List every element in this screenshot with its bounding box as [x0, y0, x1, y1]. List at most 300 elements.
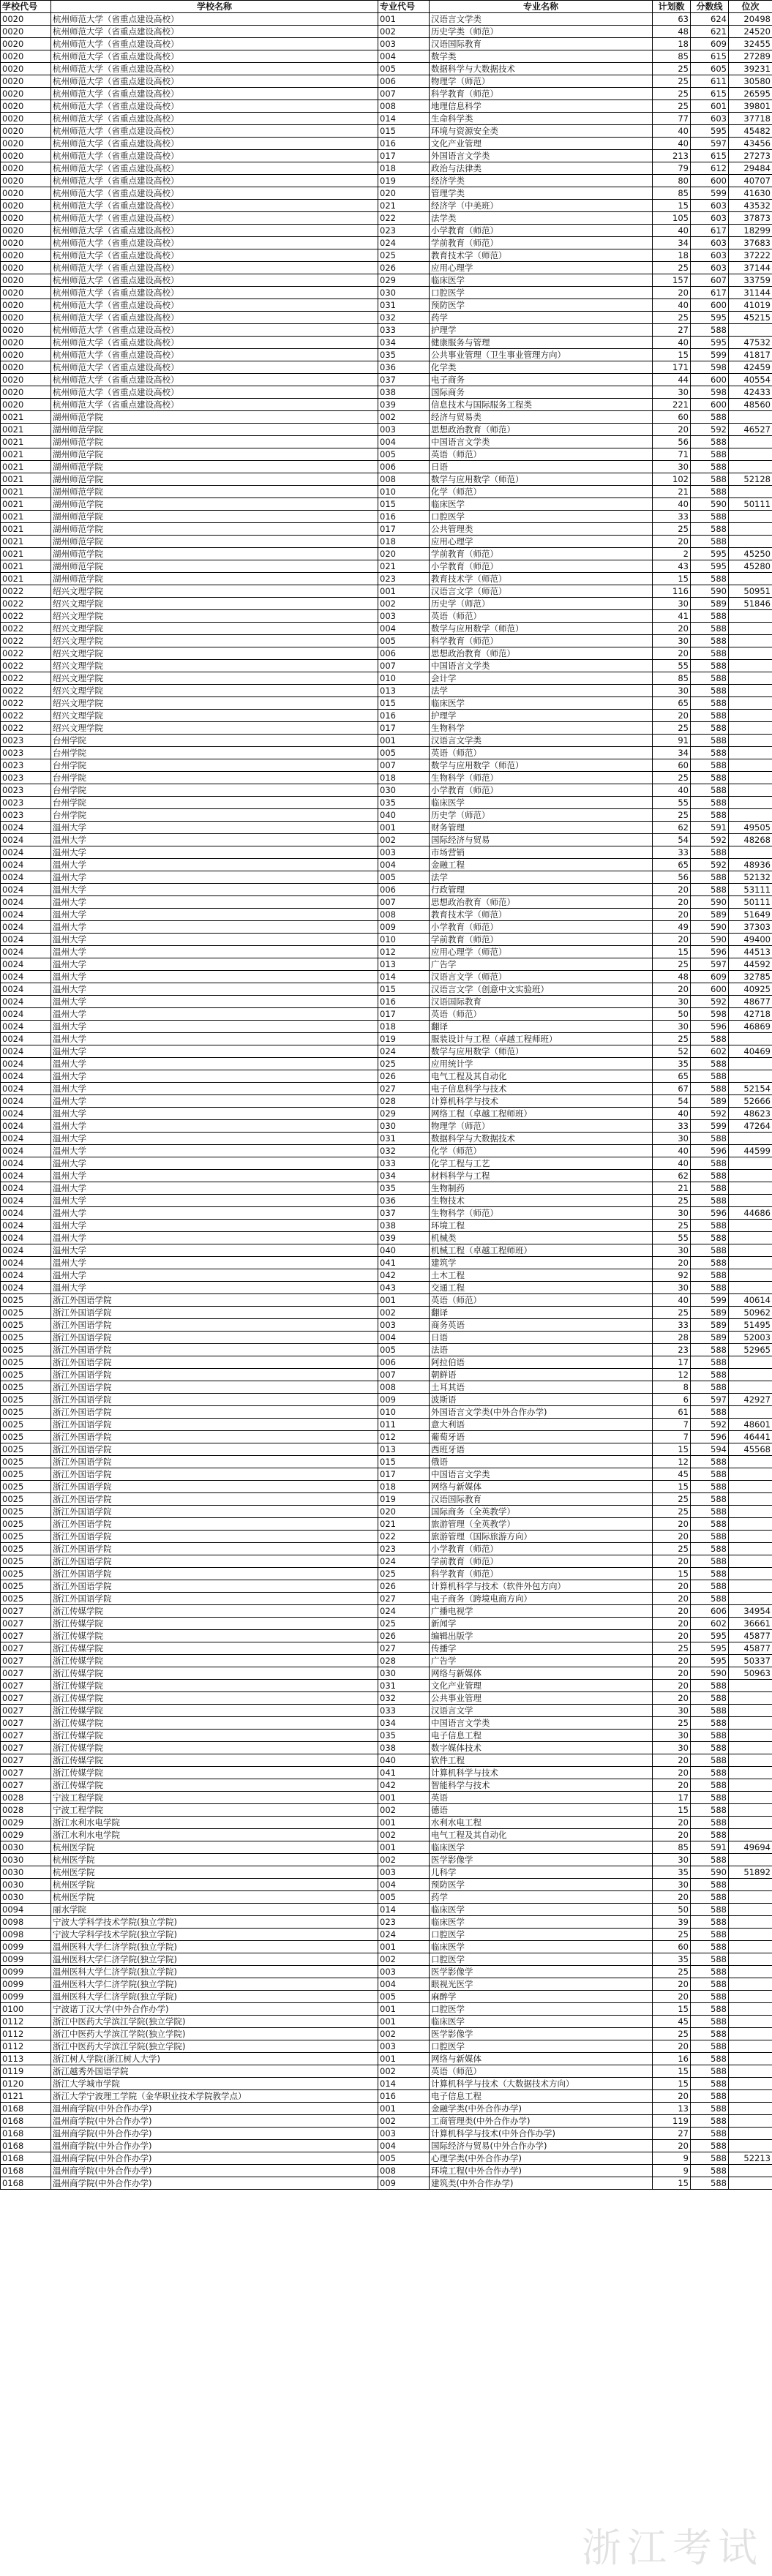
cell-major-name: 网络与新媒体 — [430, 2053, 653, 2065]
cell-major-name: 地理信息科学 — [430, 100, 653, 113]
cell-score-line: 598 — [691, 361, 729, 374]
table-row — [1, 1879, 772, 1891]
cell-major-code: 006 — [378, 75, 430, 88]
cell-rank — [729, 1033, 772, 1045]
cell-score-line: 598 — [691, 1008, 729, 1021]
table-row — [1, 138, 772, 150]
table-row — [1, 1443, 772, 1456]
cell-major-name: 新闻学 — [430, 1618, 653, 1630]
cell-plan-count: 30 — [653, 996, 691, 1008]
cell-school-code: 0024 — [1, 1070, 51, 1083]
cell-score-line: 588 — [691, 1916, 729, 1929]
cell-score-line: 588 — [691, 1133, 729, 1145]
cell-school-name: 温州大学 — [51, 1220, 378, 1232]
cell-score-line: 591 — [691, 1841, 729, 1854]
cell-school-name: 湖州师范学院 — [51, 473, 378, 486]
cell-school-name: 杭州师范大学（省重点建设高校） — [51, 212, 378, 225]
table-row — [1, 1680, 772, 1692]
cell-major-code: 009 — [378, 921, 430, 934]
cell-school-code: 0027 — [1, 1630, 51, 1642]
cell-rank: 50963 — [729, 1667, 772, 1680]
cell-major-name: 心理学类(中外合作办学) — [430, 2152, 653, 2165]
table-row — [1, 1431, 772, 1443]
cell-major-code: 016 — [378, 2090, 430, 2103]
cell-score-line: 588 — [691, 2065, 729, 2078]
table-row — [1, 1531, 772, 1543]
cell-school-name: 浙江水利水电学院 — [51, 1829, 378, 1841]
cell-plan-count: 33 — [653, 1319, 691, 1332]
cell-school-code: 0168 — [1, 2103, 51, 2115]
cell-school-code: 0020 — [1, 187, 51, 200]
cell-score-line: 599 — [691, 187, 729, 200]
cell-rank — [729, 1916, 772, 1929]
cell-plan-count: 30 — [653, 386, 691, 399]
cell-plan-count: 25 — [653, 1195, 691, 1207]
cell-school-code: 0168 — [1, 2140, 51, 2152]
cell-plan-count: 61 — [653, 1406, 691, 1419]
cell-rank — [729, 1953, 772, 1966]
cell-rank — [729, 1182, 772, 1195]
cell-school-code: 0030 — [1, 1879, 51, 1891]
cell-plan-count: 15 — [653, 573, 691, 585]
table-row — [1, 1095, 772, 1108]
cell-school-code: 0022 — [1, 635, 51, 647]
cell-major-code: 022 — [378, 212, 430, 225]
cell-school-name: 台州学院 — [51, 747, 378, 759]
cell-school-name: 温州大学 — [51, 1244, 378, 1257]
cell-rank: 37718 — [729, 113, 772, 125]
cell-major-code: 020 — [378, 1506, 430, 1518]
cell-plan-count: 85 — [653, 1841, 691, 1854]
cell-major-code: 013 — [378, 958, 430, 971]
cell-plan-count: 54 — [653, 834, 691, 846]
cell-school-name: 杭州师范大学（省重点建设高校） — [51, 125, 378, 138]
cell-school-name: 宁波工程学院 — [51, 1792, 378, 1804]
cell-major-name: 网络与新媒体 — [430, 1667, 653, 1680]
cell-rank: 20498 — [729, 13, 772, 26]
cell-major-code: 038 — [378, 1220, 430, 1232]
table-row — [1, 1742, 772, 1754]
cell-rank: 49505 — [729, 822, 772, 834]
cell-major-name: 数学与应用数学（师范） — [430, 473, 653, 486]
cell-major-name: 小学教育（师范） — [430, 225, 653, 237]
table-row — [1, 1916, 772, 1929]
cell-rank: 52128 — [729, 473, 772, 486]
cell-major-code: 033 — [378, 1705, 430, 1717]
cell-score-line: 588 — [691, 1966, 729, 1978]
cell-plan-count: 21 — [653, 486, 691, 498]
cell-plan-count: 40 — [653, 1145, 691, 1157]
cell-plan-count: 20 — [653, 2040, 691, 2053]
cell-rank: 46527 — [729, 424, 772, 436]
cell-school-name: 浙江外国语学院 — [51, 1369, 378, 1381]
cell-school-code: 0020 — [1, 50, 51, 63]
cell-plan-count: 30 — [653, 461, 691, 473]
cell-major-code: 018 — [378, 162, 430, 175]
cell-school-code: 0020 — [1, 262, 51, 274]
cell-score-line: 602 — [691, 1045, 729, 1058]
cell-school-code: 0098 — [1, 1929, 51, 1941]
cell-rank: 43532 — [729, 200, 772, 212]
cell-major-name: 英语（师范） — [430, 1008, 653, 1021]
cell-school-name: 杭州师范大学（省重点建设高校） — [51, 63, 378, 75]
cell-score-line: 588 — [691, 747, 729, 759]
cell-school-name: 浙江外国语学院 — [51, 1419, 378, 1431]
cell-major-code: 004 — [378, 1332, 430, 1344]
table-row — [1, 175, 772, 187]
table-row — [1, 1717, 772, 1730]
cell-school-name: 杭州师范大学（省重点建设高校） — [51, 299, 378, 312]
table-row — [1, 1369, 772, 1381]
cell-major-name: 小学教育（师范） — [430, 560, 653, 573]
cell-plan-count: 20 — [653, 1767, 691, 1779]
cell-school-name: 温州大学 — [51, 996, 378, 1008]
cell-score-line: 588 — [691, 1904, 729, 1916]
cell-school-name: 温州大学 — [51, 1083, 378, 1095]
table-row — [1, 1244, 772, 1257]
cell-score-line: 588 — [691, 1779, 729, 1792]
cell-school-code: 0024 — [1, 1133, 51, 1145]
cell-plan-count: 91 — [653, 735, 691, 747]
cell-plan-count: 71 — [653, 448, 691, 461]
cell-school-name: 杭州师范大学（省重点建设高校） — [51, 399, 378, 411]
cell-major-name: 计算机科学与技术 — [430, 1767, 653, 1779]
cell-major-code: 002 — [378, 2028, 430, 2040]
cell-score-line: 595 — [691, 560, 729, 573]
cell-major-code: 005 — [378, 871, 430, 884]
cell-score-line: 588 — [691, 1058, 729, 1070]
cell-score-line: 588 — [691, 2177, 729, 2190]
cell-major-name: 市场营销 — [430, 846, 653, 859]
cell-major-name: 药学 — [430, 1891, 653, 1904]
cell-school-code: 0029 — [1, 1817, 51, 1829]
cell-school-name: 浙江外国语学院 — [51, 1294, 378, 1307]
cell-major-name: 计算机科学与技术 — [430, 1095, 653, 1108]
cell-school-name: 杭州师范大学（省重点建设高校） — [51, 113, 378, 125]
cell-rank — [729, 797, 772, 809]
cell-major-code: 040 — [378, 809, 430, 822]
cell-school-code: 0020 — [1, 225, 51, 237]
cell-plan-count: 15 — [653, 2078, 691, 2090]
cell-school-name: 湖州师范学院 — [51, 536, 378, 548]
cell-rank — [729, 1531, 772, 1543]
cell-major-name: 汉语言文学（创意中文实验班） — [430, 983, 653, 996]
cell-school-name: 浙江传媒学院 — [51, 1655, 378, 1667]
cell-school-name: 浙江外国语学院 — [51, 1356, 378, 1369]
cell-school-code: 0024 — [1, 1083, 51, 1095]
cell-rank: 48268 — [729, 834, 772, 846]
cell-plan-count: 27 — [653, 324, 691, 337]
cell-plan-count: 60 — [653, 1941, 691, 1953]
cell-rank: 31144 — [729, 287, 772, 299]
cell-major-code: 017 — [378, 1468, 430, 1481]
cell-major-name: 物理学（师范） — [430, 75, 653, 88]
cell-major-code: 035 — [378, 1182, 430, 1195]
cell-school-name: 温州大学 — [51, 822, 378, 834]
cell-school-name: 绍兴文理学院 — [51, 697, 378, 710]
cell-score-line: 588 — [691, 1257, 729, 1269]
cell-major-name: 临床医学 — [430, 797, 653, 809]
table-row — [1, 1506, 772, 1518]
cell-major-code: 003 — [378, 424, 430, 436]
cell-major-code: 003 — [378, 1966, 430, 1978]
cell-school-name: 温州医科大学仁济学院(独立学院) — [51, 1966, 378, 1978]
table-row — [1, 274, 772, 287]
cell-major-code: 042 — [378, 1269, 430, 1282]
cell-school-name: 浙江传媒学院 — [51, 1705, 378, 1717]
cell-rank: 41019 — [729, 299, 772, 312]
cell-score-line: 590 — [691, 1866, 729, 1879]
cell-score-line: 589 — [691, 909, 729, 921]
cell-major-code: 011 — [378, 1419, 430, 1431]
cell-school-code: 0025 — [1, 1431, 51, 1443]
cell-school-name: 杭州师范大学（省重点建设高校） — [51, 225, 378, 237]
cell-rank — [729, 2016, 772, 2028]
cell-score-line: 588 — [691, 1879, 729, 1891]
cell-school-code: 0024 — [1, 996, 51, 1008]
table-row — [1, 585, 772, 598]
cell-plan-count: 55 — [653, 1232, 691, 1244]
header-school-code: 学校代号 — [1, 1, 51, 13]
cell-major-code: 017 — [378, 722, 430, 735]
cell-school-code: 0020 — [1, 274, 51, 287]
cell-rank: 45482 — [729, 125, 772, 138]
cell-major-code: 003 — [378, 38, 430, 50]
cell-rank: 42718 — [729, 1008, 772, 1021]
table-row — [1, 150, 772, 162]
cell-score-line: 588 — [691, 2115, 729, 2128]
cell-score-line: 624 — [691, 13, 729, 26]
cell-rank: 40469 — [729, 1045, 772, 1058]
cell-school-name: 浙江外国语学院 — [51, 1406, 378, 1419]
cell-school-code: 0024 — [1, 983, 51, 996]
cell-plan-count: 52 — [653, 1045, 691, 1058]
cell-plan-count: 25 — [653, 75, 691, 88]
cell-school-code: 0020 — [1, 299, 51, 312]
cell-plan-count: 49 — [653, 921, 691, 934]
cell-score-line: 588 — [691, 2090, 729, 2103]
cell-major-code: 036 — [378, 361, 430, 374]
cell-school-code: 0025 — [1, 1468, 51, 1481]
cell-rank: 48677 — [729, 996, 772, 1008]
cell-plan-count: 25 — [653, 1966, 691, 1978]
cell-rank — [729, 573, 772, 585]
cell-major-name: 生物科学（师范） — [430, 1207, 653, 1220]
cell-plan-count: 15 — [653, 946, 691, 958]
cell-major-code: 003 — [378, 1319, 430, 1332]
cell-school-name: 温州医科大学仁济学院(独立学院) — [51, 1978, 378, 1991]
cell-plan-count: 48 — [653, 971, 691, 983]
cell-rank — [729, 722, 772, 735]
cell-major-code: 014 — [378, 2078, 430, 2090]
cell-plan-count: 25 — [653, 1493, 691, 1506]
cell-school-name: 湖州师范学院 — [51, 411, 378, 424]
cell-major-name: 环境与资源安全类 — [430, 125, 653, 138]
cell-school-name: 浙江外国语学院 — [51, 1518, 378, 1531]
cell-plan-count: 20 — [653, 1891, 691, 1904]
cell-rank: 37303 — [729, 921, 772, 934]
cell-rank: 37683 — [729, 237, 772, 249]
cell-major-code: 029 — [378, 1108, 430, 1120]
cell-major-code: 024 — [378, 1555, 430, 1568]
cell-school-code: 0027 — [1, 1779, 51, 1792]
cell-school-name: 宁波工程学院 — [51, 1804, 378, 1817]
cell-plan-count: 35 — [653, 1058, 691, 1070]
table-row — [1, 1605, 772, 1618]
cell-school-code: 0025 — [1, 1518, 51, 1531]
cell-major-code: 034 — [378, 1717, 430, 1730]
cell-major-code: 005 — [378, 448, 430, 461]
cell-major-name: 公共管理类 — [430, 523, 653, 536]
cell-rank — [729, 1133, 772, 1145]
cell-school-name: 浙江越秀外国语学院 — [51, 2065, 378, 2078]
table-row — [1, 436, 772, 448]
cell-school-name: 浙江外国语学院 — [51, 1481, 378, 1493]
cell-school-code: 0024 — [1, 909, 51, 921]
cell-school-code: 0024 — [1, 1232, 51, 1244]
cell-major-name: 机械类 — [430, 1232, 653, 1244]
cell-score-line: 600 — [691, 983, 729, 996]
cell-major-code: 002 — [378, 26, 430, 38]
table-row — [1, 1518, 772, 1531]
cell-school-name: 杭州师范大学（省重点建设高校） — [51, 187, 378, 200]
cell-plan-count: 20 — [653, 1991, 691, 2003]
cell-major-code: 001 — [378, 1817, 430, 1829]
cell-school-name: 温州大学 — [51, 958, 378, 971]
cell-school-code: 0030 — [1, 1891, 51, 1904]
cell-major-name: 公共事业管理 — [430, 1692, 653, 1705]
cell-plan-count: 40 — [653, 1108, 691, 1120]
cell-major-name: 经济学类 — [430, 175, 653, 187]
cell-rank — [729, 1754, 772, 1767]
table-row — [1, 1493, 772, 1506]
table-row — [1, 1667, 772, 1680]
cell-rank — [729, 2003, 772, 2016]
cell-score-line: 588 — [691, 1506, 729, 1518]
cell-plan-count: 25 — [653, 1506, 691, 1518]
cell-school-name: 温州商学院(中外合作办学) — [51, 2152, 378, 2165]
cell-major-code: 020 — [378, 548, 430, 560]
cell-score-line: 621 — [691, 26, 729, 38]
cell-school-code: 0025 — [1, 1307, 51, 1319]
cell-major-name: 电子信息科学与技术 — [430, 1083, 653, 1095]
cell-plan-count: 20 — [653, 1978, 691, 1991]
cell-major-name: 教育技术学（师范） — [430, 909, 653, 921]
cell-school-name: 台州学院 — [51, 735, 378, 747]
cell-major-code: 003 — [378, 610, 430, 623]
cell-school-name: 温州大学 — [51, 1108, 378, 1120]
cell-school-code: 0022 — [1, 585, 51, 598]
cell-plan-count: 20 — [653, 1817, 691, 1829]
cell-score-line: 588 — [691, 573, 729, 585]
cell-major-name: 经济学（中美班） — [430, 200, 653, 212]
cell-score-line: 588 — [691, 523, 729, 536]
cell-school-name: 杭州师范大学（省重点建设高校） — [51, 38, 378, 50]
cell-school-code: 0025 — [1, 1531, 51, 1543]
cell-school-code: 0024 — [1, 1120, 51, 1133]
cell-score-line: 596 — [691, 1145, 729, 1157]
cell-major-name: 科学教育（师范） — [430, 1568, 653, 1580]
cell-school-name: 杭州师范大学（省重点建设高校） — [51, 349, 378, 361]
cell-plan-count: 20 — [653, 1667, 691, 1680]
table-row — [1, 560, 772, 573]
cell-score-line: 603 — [691, 249, 729, 262]
cell-plan-count: 25 — [653, 1929, 691, 1941]
cell-major-name: 金融学类(中外合作办学) — [430, 2103, 653, 2115]
cell-major-name: 外国语言文学类 — [430, 150, 653, 162]
cell-major-code: 027 — [378, 1083, 430, 1095]
table-row — [1, 1033, 772, 1045]
cell-school-code: 0020 — [1, 63, 51, 75]
cell-score-line: 588 — [691, 1195, 729, 1207]
cell-school-name: 杭州师范大学（省重点建设高校） — [51, 13, 378, 26]
cell-rank — [729, 1456, 772, 1468]
cell-school-name: 杭州师范大学（省重点建设高校） — [51, 50, 378, 63]
cell-score-line: 591 — [691, 822, 729, 834]
cell-school-name: 温州大学 — [51, 1033, 378, 1045]
cell-score-line: 588 — [691, 2103, 729, 2115]
cell-rank — [729, 735, 772, 747]
cell-school-code: 0025 — [1, 1555, 51, 1568]
table-row — [1, 1282, 772, 1294]
cell-major-name: 俄语 — [430, 1456, 653, 1468]
cell-plan-count: 62 — [653, 822, 691, 834]
cell-plan-count: 25 — [653, 63, 691, 75]
table-row — [1, 399, 772, 411]
cell-major-code: 023 — [378, 1916, 430, 1929]
cell-school-name: 浙江中医药大学滨江学院(独立学院) — [51, 2040, 378, 2053]
cell-major-name: 网络工程（卓越工程师班） — [430, 1108, 653, 1120]
table-row — [1, 1966, 772, 1978]
cell-rank: 46441 — [729, 1431, 772, 1443]
cell-major-code: 040 — [378, 1754, 430, 1767]
cell-major-code: 004 — [378, 623, 430, 635]
cell-plan-count: 25 — [653, 1543, 691, 1555]
cell-school-code: 0024 — [1, 1257, 51, 1269]
cell-rank — [729, 772, 772, 784]
cell-plan-count: 40 — [653, 784, 691, 797]
cell-school-code: 0020 — [1, 287, 51, 299]
cell-major-code: 019 — [378, 1493, 430, 1506]
cell-rank — [729, 784, 772, 797]
cell-rank: 27289 — [729, 50, 772, 63]
cell-rank — [729, 448, 772, 461]
cell-rank: 42459 — [729, 361, 772, 374]
cell-school-code: 0024 — [1, 1033, 51, 1045]
cell-school-code: 0027 — [1, 1754, 51, 1767]
cell-rank — [729, 1543, 772, 1555]
cell-school-code: 0099 — [1, 1953, 51, 1966]
table-row — [1, 946, 772, 958]
cell-major-name: 传播学 — [430, 1642, 653, 1655]
cell-major-code: 018 — [378, 1481, 430, 1493]
cell-major-name: 英语（师范） — [430, 1294, 653, 1307]
cell-major-code: 027 — [378, 1593, 430, 1605]
cell-school-name: 浙江外国语学院 — [51, 1468, 378, 1481]
cell-major-code: 008 — [378, 1381, 430, 1394]
cell-score-line: 600 — [691, 299, 729, 312]
cell-major-code: 004 — [378, 859, 430, 871]
cell-major-code: 035 — [378, 349, 430, 361]
cell-major-code: 017 — [378, 150, 430, 162]
cell-school-code: 0168 — [1, 2115, 51, 2128]
cell-rank — [729, 2140, 772, 2152]
cell-major-name: 中国语言文学类 — [430, 436, 653, 448]
cell-score-line: 599 — [691, 349, 729, 361]
cell-rank — [729, 1282, 772, 1294]
cell-major-name: 政治与法律类 — [430, 162, 653, 175]
table-row — [1, 100, 772, 113]
